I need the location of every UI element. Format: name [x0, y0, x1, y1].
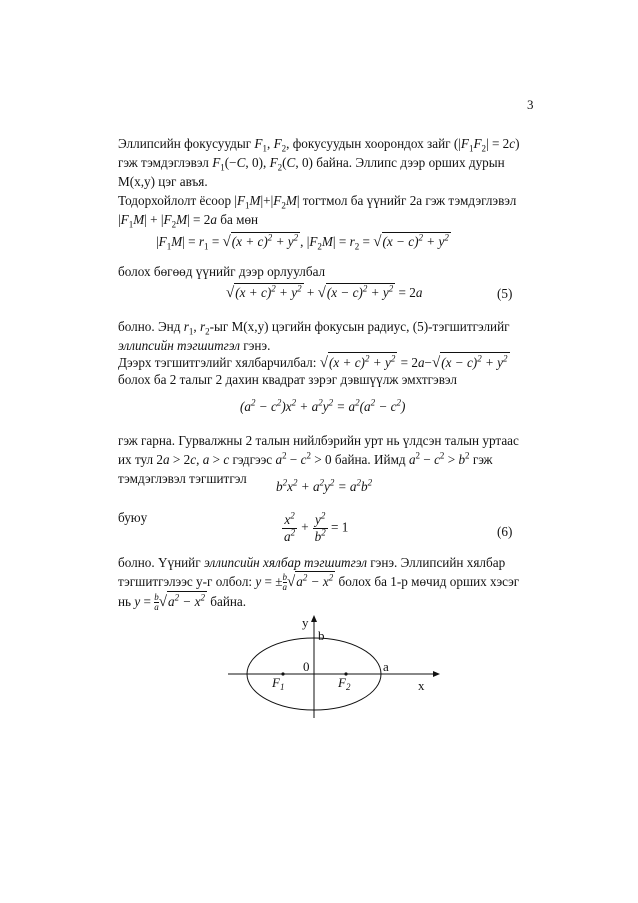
- text: ба мөн: [216, 212, 259, 227]
- equation-b2: [276, 479, 372, 495]
- sqrt-radicand: [382, 232, 451, 250]
- math-y: y: [134, 594, 141, 609]
- sup: 2: [293, 232, 299, 243]
- math-r1: r: [183, 319, 189, 334]
- text: + y: [481, 355, 504, 370]
- label-x-axis: x: [418, 678, 425, 693]
- paragraph1-line5: [118, 211, 258, 228]
- sup: 2: [319, 477, 325, 488]
- text: + y: [369, 355, 391, 370]
- text: + a: [296, 399, 319, 414]
- sup: 2: [297, 283, 302, 294]
- text: b: [276, 479, 283, 494]
- math-f2: F: [269, 155, 278, 170]
- paragraph1-line2: [118, 154, 505, 171]
- sup: 2: [477, 353, 482, 364]
- text: , |: [300, 234, 310, 249]
- math-f1: F: [236, 193, 246, 208]
- math-a: a: [417, 355, 425, 370]
- page-number: 3: [527, 97, 534, 112]
- sqrt-sign: √: [222, 234, 231, 250]
- sub: 2: [281, 200, 286, 211]
- text: , фокусуудын хоорондох зайг (|: [286, 136, 461, 151]
- equation-focal-radii: [156, 232, 451, 251]
- text: |+|: [260, 193, 274, 208]
- paragraph1-line1: [118, 135, 520, 152]
- text: = 2: [397, 355, 418, 370]
- text: ,: [266, 136, 274, 151]
- math-f1: F: [460, 136, 469, 151]
- sup: 2: [328, 572, 334, 583]
- text: )x: [281, 399, 292, 414]
- text: их тул 2: [118, 452, 164, 467]
- term-simple-ellipse-equation: эллипсийн хялбар тэгшитгэл: [203, 555, 367, 570]
- sup: 2: [444, 232, 449, 243]
- text: (−: [224, 155, 237, 170]
- text: (a: [240, 399, 251, 414]
- text: ,: [196, 452, 203, 467]
- equation-5: [226, 283, 422, 302]
- text: + a: [297, 479, 320, 494]
- sup: 2: [355, 397, 360, 408]
- sub: 1: [468, 143, 474, 154]
- sup: 2: [370, 397, 376, 408]
- text: +: [297, 519, 313, 535]
- paragraph3-line1: гэж гарна. Гурвалжны 2 талын нийлбэрийн урт нь үлдсэн талын уртаас: [118, 433, 519, 448]
- sup: 2: [439, 450, 445, 461]
- math-c: C: [236, 155, 246, 170]
- sup: 2: [364, 353, 370, 364]
- text: гэж: [469, 452, 493, 467]
- text: | =: [182, 234, 199, 249]
- paragraph2-line1: [118, 318, 510, 335]
- sub: 1: [262, 143, 267, 154]
- sup: 2: [328, 397, 334, 408]
- text: F: [338, 675, 346, 690]
- sqrt-sign: √: [431, 355, 441, 371]
- sup: 2: [415, 450, 421, 461]
- sqrt-radicand: [167, 591, 207, 610]
- text: a: [168, 594, 175, 609]
- equation-a2-c2: [240, 399, 405, 415]
- math-m: M: [321, 234, 333, 249]
- focus-f1-point: [281, 672, 284, 675]
- math-a: a: [202, 452, 210, 467]
- paragraph1-line3: M(x,y) цэг авъя.: [118, 174, 208, 189]
- text: −: [286, 452, 301, 467]
- text: гэнэ.: [240, 338, 271, 353]
- text: болох ба 1-р мөчид орших хэсэг: [335, 574, 520, 589]
- text: a: [154, 602, 159, 613]
- text: = ±: [261, 574, 283, 589]
- math-f2: F: [473, 136, 482, 151]
- sup: 2: [276, 397, 282, 408]
- sup: 2: [396, 397, 402, 408]
- text: + y: [367, 285, 389, 300]
- text: = a: [334, 479, 357, 494]
- sqrt-sign: √: [319, 355, 328, 371]
- paragraph1-line4: [118, 192, 516, 209]
- equation-6: [282, 512, 348, 545]
- sqrt-sign: √: [158, 594, 167, 610]
- text: болно. Үүнийг: [118, 555, 204, 570]
- x-axis-arrow: [433, 671, 440, 677]
- line-after-radii: болох бөгөөд үүнийг дээр орлуулбал: [118, 264, 326, 279]
- text: (x + c): [231, 234, 268, 249]
- text: ,: [193, 319, 200, 334]
- text: b: [282, 572, 288, 583]
- sub: 1: [128, 219, 134, 230]
- sqrt-radicand: [295, 571, 335, 590]
- math-a: a: [415, 285, 423, 300]
- math-f1: F: [158, 234, 167, 249]
- text: болно. Энд: [118, 319, 184, 334]
- text: (x − c): [326, 285, 363, 300]
- text: + y: [275, 285, 298, 300]
- paragraph3-line2: [118, 451, 493, 468]
- sqrt-radicand: [440, 352, 509, 371]
- text: (: [282, 155, 287, 170]
- math-c: c: [190, 452, 197, 467]
- text: Дээрх тэгшитгэлийг хялбарчилбал:: [118, 355, 320, 370]
- text: (x − c): [382, 234, 419, 249]
- text: −: [420, 452, 435, 467]
- sup: 2: [302, 572, 308, 583]
- sqrt-sign: √: [317, 285, 326, 301]
- text: y: [322, 399, 329, 414]
- math-m: M: [249, 193, 261, 208]
- text: -ыг M(x,y) цэгийн фокусын радиус, (5)-тэгшитгэлийг: [209, 319, 510, 334]
- sup: 2: [174, 592, 180, 603]
- sqrt-radicand: [234, 283, 303, 301]
- math-m: M: [285, 193, 297, 208]
- sub: 2: [171, 219, 177, 230]
- text: | =: [332, 234, 350, 249]
- text: a: [296, 574, 303, 589]
- math-m: M: [176, 212, 188, 227]
- math-b: b: [458, 452, 466, 467]
- equation-number-6: (6): [497, 524, 513, 539]
- sup: 2: [200, 592, 205, 603]
- label-a: a: [383, 659, 389, 674]
- sub: 1: [166, 241, 172, 252]
- label-y-axis: y: [302, 615, 309, 630]
- text: a: [282, 582, 288, 593]
- sup: 2: [321, 527, 326, 538]
- math-c: c: [300, 452, 307, 467]
- sup: 2: [320, 510, 326, 521]
- sup: 2: [318, 397, 323, 408]
- sub: 1: [279, 682, 285, 692]
- text: y: [314, 512, 321, 527]
- label-b: b: [318, 628, 325, 643]
- text: |: [156, 234, 159, 249]
- sup: 2: [292, 477, 298, 488]
- text: F: [272, 675, 280, 690]
- math-f2: F: [273, 136, 282, 151]
- sup: 2: [291, 397, 297, 408]
- text: − x: [179, 594, 201, 609]
- paragraph2-line4: болох ба 2 талыг 2 дахин квадрат зэрэг дэвшүүлж эмхтгэвэл: [118, 372, 457, 387]
- ellipse-diagram: [228, 612, 448, 722]
- sup: 2: [388, 283, 394, 294]
- text: Тодорхойлолт ёсоор |: [118, 193, 237, 208]
- sub: 2: [205, 326, 210, 337]
- math-y: y: [255, 574, 262, 589]
- text: гэж тэмдэглэвэл: [118, 155, 213, 170]
- sub: 1: [245, 200, 250, 211]
- sup: 2: [390, 353, 396, 364]
- sqrt-radicand: [326, 283, 395, 301]
- math-a: a: [210, 212, 217, 227]
- text: >: [444, 452, 459, 467]
- sub: 2: [281, 143, 287, 154]
- text: гэдгээс: [229, 452, 276, 467]
- text: >: [209, 452, 224, 467]
- sup: 2: [362, 283, 368, 294]
- text: = a: [333, 399, 356, 414]
- text: байна. Эллипс дээр орших дурын: [312, 155, 505, 170]
- math-c: c: [434, 452, 440, 467]
- text: − c: [255, 399, 277, 414]
- math-m: M: [171, 234, 183, 249]
- text: +: [303, 285, 318, 300]
- math-c: C: [286, 155, 296, 170]
- text: =: [208, 234, 223, 249]
- sup: 2: [367, 477, 373, 488]
- paragraph2-line3: [118, 352, 510, 372]
- sub: 2: [481, 143, 487, 154]
- math-a: a: [163, 452, 170, 467]
- text: + y: [272, 234, 294, 249]
- label-origin: 0: [303, 659, 310, 674]
- math-c: c: [223, 452, 230, 467]
- text: + y: [422, 234, 445, 249]
- math-r2: r: [349, 234, 355, 249]
- fraction-x2-a2: [282, 512, 297, 545]
- y-axis-arrow: [311, 615, 317, 622]
- text: (x + c): [235, 285, 272, 300]
- math-m: M: [133, 212, 145, 227]
- text: −: [424, 355, 432, 370]
- math-a: a: [275, 452, 283, 467]
- sub: 1: [188, 326, 194, 337]
- text: x: [287, 479, 293, 494]
- text: b: [154, 592, 159, 603]
- word-or: буюу: [118, 510, 148, 525]
- fraction-y2-b2: [313, 512, 328, 545]
- text: | = 2: [486, 136, 510, 151]
- text: | = 2: [187, 212, 211, 227]
- text: (x + c): [328, 355, 365, 370]
- text: | + |: [144, 212, 164, 227]
- sup: 2: [418, 232, 423, 243]
- text: > 2: [169, 452, 191, 467]
- text: = 2: [395, 285, 416, 300]
- equation-number-5: (5): [497, 286, 513, 301]
- term-ellipse-equation: эллипсийн тэгшитгэл: [118, 338, 240, 353]
- math-r2: r: [199, 319, 206, 334]
- math-a: a: [408, 452, 416, 467]
- sqrt-sign: √: [373, 234, 382, 250]
- text: ): [401, 399, 406, 414]
- text: , 0),: [245, 155, 270, 170]
- sup: 2: [329, 477, 335, 488]
- sup: 2: [271, 283, 276, 294]
- math-f2: F: [273, 193, 282, 208]
- sup: 2: [290, 527, 296, 538]
- math-f2: F: [163, 212, 172, 227]
- sup: 2: [267, 232, 273, 243]
- text: Эллипсийн фокусуудыг: [118, 136, 255, 151]
- sup: 2: [290, 510, 295, 521]
- text: − x: [307, 574, 329, 589]
- sup: 2: [465, 450, 470, 461]
- sup: 2: [282, 450, 287, 461]
- text: (x − c): [441, 355, 478, 370]
- sub: 2: [317, 241, 322, 252]
- math-f1: F: [212, 155, 221, 170]
- math-f1: F: [254, 136, 263, 151]
- sqrt-sign: √: [287, 574, 296, 590]
- sqrt-radicand: [231, 232, 300, 250]
- sqrt-sign: √: [226, 285, 235, 301]
- text: > 0 байна. Иймд: [310, 452, 409, 467]
- text: − c: [375, 399, 397, 414]
- sub: 1: [204, 241, 209, 252]
- math-c: c: [509, 136, 516, 151]
- text: (a: [359, 399, 371, 414]
- sup: 2: [251, 397, 256, 408]
- text: ): [515, 136, 520, 151]
- math-f2: F: [309, 234, 318, 249]
- text: x: [284, 512, 291, 527]
- sup: 2: [306, 450, 311, 461]
- text: нь: [118, 594, 135, 609]
- text: b: [361, 479, 368, 494]
- paragraph3-line3: тэмдэглэвэл тэгшитгэл: [118, 471, 247, 486]
- sqrt-radicand: [328, 352, 397, 371]
- text: байна.: [206, 594, 247, 609]
- text: a: [284, 529, 291, 544]
- text: = 1: [327, 519, 349, 535]
- sup: 2: [356, 477, 361, 488]
- sub: 2: [345, 682, 351, 692]
- label-f1: [271, 675, 284, 692]
- paragraph4-line2: [118, 571, 519, 592]
- text: y: [324, 479, 330, 494]
- sub: 1: [220, 162, 225, 173]
- text: | тогтмол ба үүнийг 2a гэж тэмдэглэвэл: [296, 193, 517, 208]
- text: , 0): [295, 155, 313, 170]
- sub: 2: [277, 162, 283, 173]
- text: |: [118, 212, 121, 227]
- text: тэгшитгэлээс y-г олбол:: [118, 574, 256, 589]
- math-f1: F: [120, 212, 129, 227]
- sub: 2: [354, 241, 360, 252]
- text: =: [359, 234, 374, 249]
- label-f2: [337, 675, 351, 692]
- sup: 2: [282, 477, 288, 488]
- text: b: [314, 529, 322, 544]
- text: =: [140, 594, 155, 609]
- paragraph4-line3: [118, 591, 246, 612]
- math-r1: r: [198, 234, 205, 249]
- text: гэнэ. Эллипсийн хялбар: [366, 555, 506, 570]
- paragraph4-line1: [118, 554, 505, 571]
- sup: 2: [503, 353, 508, 364]
